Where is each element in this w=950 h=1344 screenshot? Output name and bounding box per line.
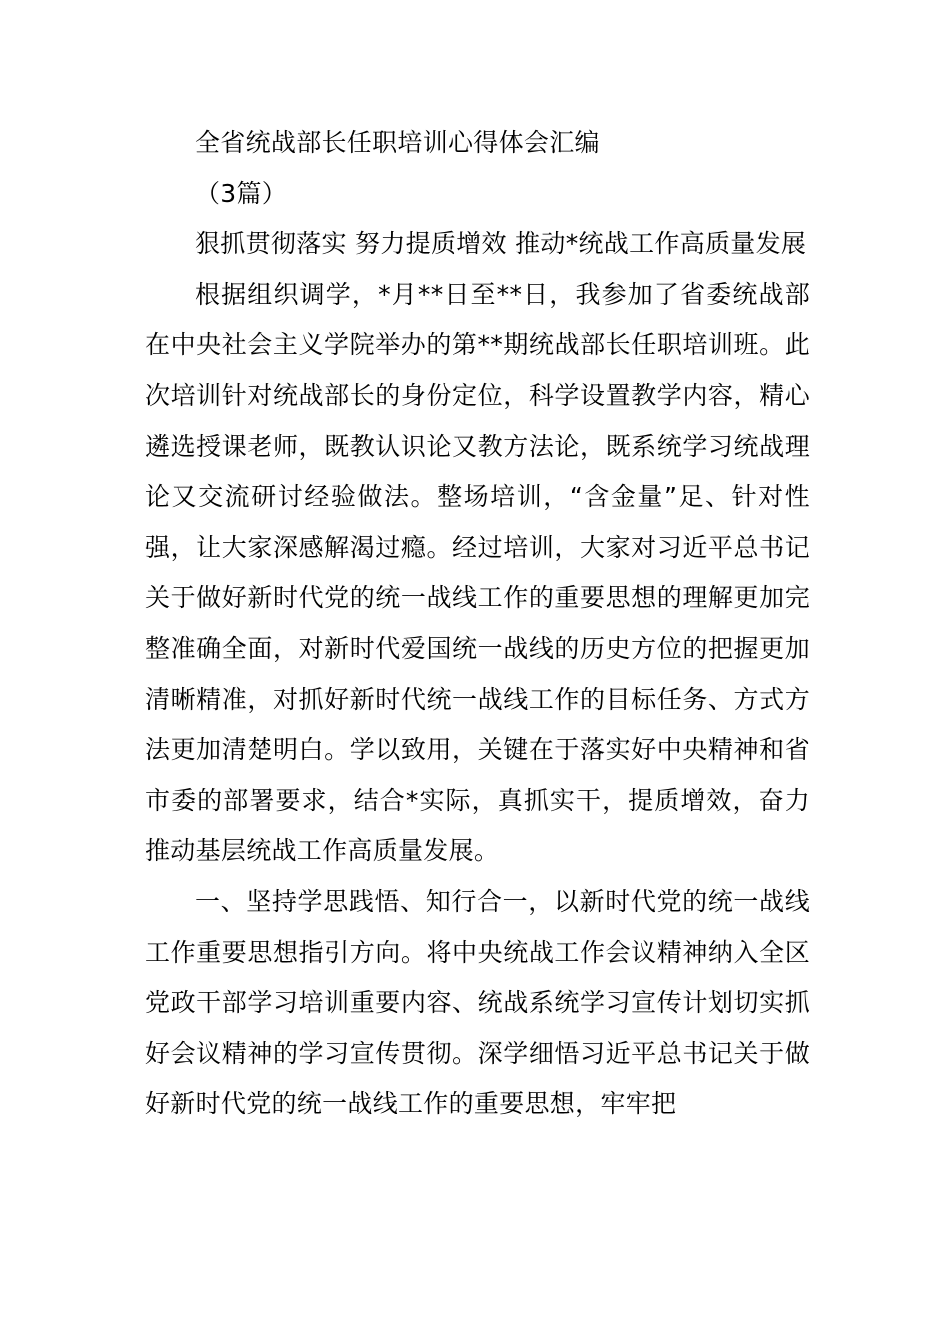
document-title: 全省统战部长任职培训心得体会汇编	[195, 128, 600, 157]
paragraph-intro: 根据组织调学，*月**日至**日，我参加了省委统战部在中央社会主义学院举办的第**期统战部长任职培训班。此次培训针对统战部长的身份定位，科学设置教学内容，精心遴选授课老师，既教认识论又教方法论，既系统学习统战理论又交流研讨经验做法。整场培训，“含金量”足、针对性强，让大家深感解渴过瘾。经过培训，大家对习近平总书记关于做好新时代党的统一战线工作的重要思想的理解更加完整准确全面，对新时代爱国统一战线的历史方位的把握更加清晰精准，对抓好新时代统一战线工作的目标任务、方式方法更加清楚明白。学以致用，关键在于落实好中央精神和省市委的部署要求，结合*实际，真抓实干，提质增效，奋力推动基层统战工作高质量发展。	[145, 279, 810, 866]
paragraph-section-one: 一、坚持学思践悟、知行合一，以新时代党的统一战线工作重要思想指引方向。将中央统战工作会议精神纳入全区党政干部学习培训重要内容、统战系统学习宣传计划切实抓好会议精神的学习宣传贯彻。深学细悟习近平总书记关于做好新时代党的统一战线工作的重要思想，牢牢把	[145, 886, 810, 1119]
section-heading: 狠抓贯彻落实 努力提质增效 推动*统战工作高质量发展	[195, 229, 807, 259]
document-subtitle: （3篇）	[195, 178, 288, 208]
document-body	[145, 118, 810, 1130]
